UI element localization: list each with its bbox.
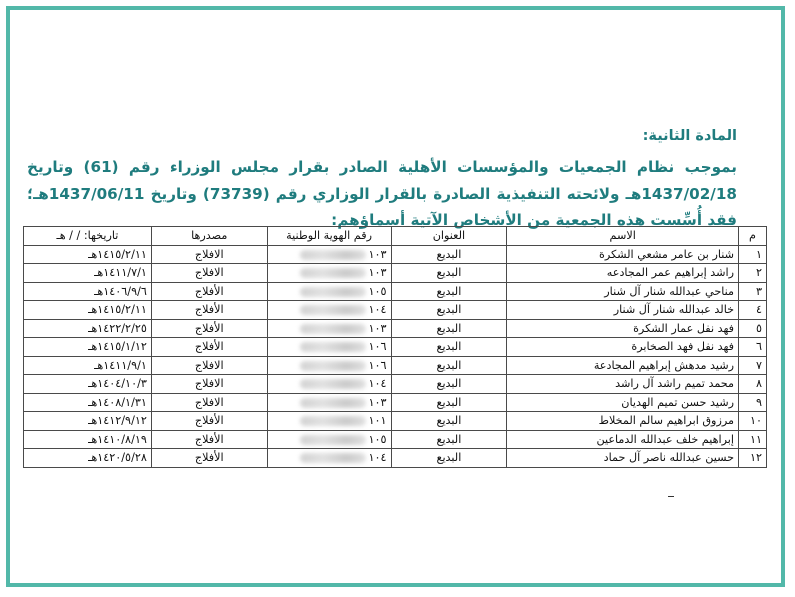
cell-national-id xyxy=(267,338,391,357)
cell-name xyxy=(507,356,739,375)
cell-national-id-text: ١٠٣ xyxy=(368,247,387,261)
cell-source-text: الافلاج xyxy=(194,358,224,372)
cell-name xyxy=(507,412,739,431)
cell-source xyxy=(151,412,267,431)
redacted-id-blur xyxy=(300,416,366,426)
cell-source xyxy=(151,264,267,283)
redacted-id-blur xyxy=(300,287,366,297)
table-row xyxy=(24,301,767,320)
redacted-id-blur xyxy=(300,268,366,278)
cell-date-text: ١٤٢٢/٢/٢٥هـ xyxy=(88,321,147,335)
cell-date xyxy=(24,264,152,283)
cell-name-text: راشد إبراهيم عمر المجادعه xyxy=(606,266,735,280)
table-body xyxy=(24,245,767,467)
cell-address xyxy=(391,245,507,264)
redacted-id-blur xyxy=(300,305,366,315)
cell-name xyxy=(507,264,739,283)
cell-num xyxy=(739,356,767,375)
cell-address xyxy=(391,430,507,449)
article-paragraph: بموجب نظام الجمعيات والمؤسسات الأهلية الصادر بقرار مجلس الوزراء رقم (61) وتاريخ 1437/02/18هـ ولائحته التنفيذية الصادرة بالقرار الوزاري رقم (73739) وتاريخ 1437/06/11هـ؛ فقد أُسِّست هذه الجمعية من الأشخاص الآتية أسماؤهم: xyxy=(27,158,737,229)
cell-source xyxy=(151,375,267,394)
redacted-id-blur xyxy=(300,250,366,260)
table-row xyxy=(24,264,767,283)
cell-date xyxy=(24,301,152,320)
table-row xyxy=(24,282,767,301)
cell-name-text: شنار بن عامر مشعي الشكرة xyxy=(598,247,735,261)
table-row xyxy=(24,430,767,449)
cell-date-text: ١٤٢٠/٥/٢٨هـ xyxy=(88,451,147,465)
redacted-id-blur xyxy=(300,453,366,463)
cell-source-text: الافلاج xyxy=(194,395,224,409)
cell-national-id-text: ١٠٤ xyxy=(368,377,387,391)
cell-num-text: ٩ xyxy=(755,395,762,409)
cell-national-id xyxy=(267,245,391,264)
cell-name-text: خالد عبدالله شنار آل شنار xyxy=(613,303,735,317)
cell-num xyxy=(739,412,767,431)
cell-address-text: البديع xyxy=(436,414,462,428)
cell-source-text: الأفلاج xyxy=(194,303,224,317)
cell-num xyxy=(739,319,767,338)
cell-source-text: الأفلاج xyxy=(194,432,224,446)
cell-address-text: البديع xyxy=(436,284,462,298)
cell-address-text: البديع xyxy=(436,432,462,446)
cell-national-id xyxy=(267,319,391,338)
cell-num xyxy=(739,245,767,264)
cell-source-text: الافلاج xyxy=(194,247,224,261)
cell-num xyxy=(739,338,767,357)
cell-name xyxy=(507,338,739,357)
cell-address-text: البديع xyxy=(436,358,462,372)
header-national-id: رقم الهوية الوطنية xyxy=(267,227,391,246)
cell-national-id-text: ١٠٥ xyxy=(368,432,387,446)
cell-address-text: البديع xyxy=(436,321,462,335)
redacted-id-blur xyxy=(300,379,366,389)
table-row xyxy=(24,449,767,468)
cell-date xyxy=(24,319,152,338)
cell-num-text: ٤ xyxy=(755,303,762,317)
cell-num-text: ٢ xyxy=(755,266,762,280)
cell-address-text: البديع xyxy=(436,377,462,391)
cell-national-id xyxy=(267,393,391,412)
cell-date xyxy=(24,449,152,468)
redacted-id-blur xyxy=(300,435,366,445)
cell-num xyxy=(739,449,767,468)
table-header-row xyxy=(24,227,767,246)
cell-address xyxy=(391,393,507,412)
founders-table xyxy=(23,226,767,468)
cell-national-id xyxy=(267,356,391,375)
table-row xyxy=(24,393,767,412)
cell-name xyxy=(507,375,739,394)
table-row xyxy=(24,245,767,264)
cell-source xyxy=(151,319,267,338)
cell-name xyxy=(507,449,739,468)
cell-source-text: الأفلاج xyxy=(194,414,224,428)
cell-national-id-text: ١٠٤ xyxy=(368,303,387,317)
cell-date-text: ١٤١٥/١/١٢هـ xyxy=(88,340,147,354)
cell-date xyxy=(24,245,152,264)
cell-address xyxy=(391,375,507,394)
header-num: م xyxy=(739,227,767,246)
cell-date-text: ١٤١١/٩/١هـ xyxy=(94,358,147,372)
header-address: العنوان xyxy=(391,227,507,246)
header-date: تاريخها: / / هـ xyxy=(24,227,152,246)
cell-address-text: البديع xyxy=(436,247,462,261)
stray-dash-mark xyxy=(668,496,674,497)
cell-national-id-text: ١٠١ xyxy=(368,414,387,428)
cell-national-id xyxy=(267,301,391,320)
cell-date-text: ١٤٠٦/٩/٦هـ xyxy=(94,284,147,298)
cell-national-id xyxy=(267,282,391,301)
cell-date xyxy=(24,356,152,375)
cell-source xyxy=(151,301,267,320)
cell-address xyxy=(391,338,507,357)
cell-source xyxy=(151,393,267,412)
cell-num xyxy=(739,375,767,394)
cell-date xyxy=(24,375,152,394)
cell-address xyxy=(391,449,507,468)
cell-date-text: ١٤٠٤/١٠/٣هـ xyxy=(88,377,147,391)
cell-name-text: مرزوق ابراهيم سالم المخلاط xyxy=(598,414,735,428)
cell-date-text: ١٤١٠/٨/١٩هـ xyxy=(88,432,147,446)
cell-name xyxy=(507,282,739,301)
cell-source-text: الافلاج xyxy=(194,266,224,280)
cell-national-id-text: ١٠٣ xyxy=(368,321,387,335)
cell-name-text: فهد نفل فهد الصخابرة xyxy=(631,340,735,354)
cell-source xyxy=(151,338,267,357)
cell-date-text: ١٤١٥/٢/١١هـ xyxy=(88,303,147,317)
cell-name-text: رشيد مدهش إبراهيم المجادعة xyxy=(593,358,735,372)
cell-name xyxy=(507,245,739,264)
cell-num-text: ١٢ xyxy=(749,451,762,465)
cell-num-text: ٦ xyxy=(755,340,762,354)
cell-source-text: الافلاج xyxy=(194,377,224,391)
cell-national-id xyxy=(267,412,391,431)
cell-source xyxy=(151,282,267,301)
cell-num-text: ٣ xyxy=(755,284,762,298)
table-row xyxy=(24,412,767,431)
cell-date xyxy=(24,393,152,412)
cell-name xyxy=(507,319,739,338)
cell-address xyxy=(391,412,507,431)
cell-source-text: الأفلاج xyxy=(194,321,224,335)
header-name: الاسم xyxy=(507,227,739,246)
redacted-id-blur xyxy=(300,324,366,334)
cell-name xyxy=(507,430,739,449)
cell-num xyxy=(739,393,767,412)
cell-num-text: ٨ xyxy=(755,377,762,391)
cell-address xyxy=(391,356,507,375)
cell-num xyxy=(739,264,767,283)
cell-date xyxy=(24,282,152,301)
cell-date xyxy=(24,430,152,449)
cell-name xyxy=(507,393,739,412)
cell-name-text: محمد تميم راشد آل راشد xyxy=(615,377,735,391)
cell-national-id-text: ١٠٣ xyxy=(368,395,387,409)
cell-date xyxy=(24,412,152,431)
cell-num xyxy=(739,430,767,449)
cell-national-id-text: ١٠٤ xyxy=(368,451,387,465)
cell-num-text: ١٠ xyxy=(749,414,762,428)
cell-date-text: ١٤١١/٧/١هـ xyxy=(94,266,147,280)
cell-name-text: إبراهيم خلف عبدالله الدماعين xyxy=(596,432,735,446)
cell-date-text: ١٤٠٨/١/٣١هـ xyxy=(88,395,147,409)
table-row xyxy=(24,319,767,338)
header-source: مصدرها xyxy=(151,227,267,246)
cell-num xyxy=(739,301,767,320)
cell-source xyxy=(151,430,267,449)
redacted-id-blur xyxy=(300,398,366,408)
cell-address-text: البديع xyxy=(436,451,462,465)
cell-num-text: ١١ xyxy=(749,432,762,446)
cell-date-text: ١٤١٢/٩/١٢هـ xyxy=(88,414,147,428)
cell-num xyxy=(739,282,767,301)
cell-national-id-text: ١٠٣ xyxy=(368,266,387,280)
article-heading: المادة الثانية: xyxy=(642,128,737,144)
cell-source-text: الأفلاج xyxy=(194,284,224,298)
cell-name-text: رشيد حسن تميم الهديان xyxy=(621,395,735,409)
cell-national-id xyxy=(267,264,391,283)
cell-national-id xyxy=(267,375,391,394)
cell-date-text: ١٤١٥/٢/١١هـ xyxy=(88,247,147,261)
cell-national-id-text: ١٠٦ xyxy=(368,358,387,372)
cell-name-text: مناحي عبدالله شنار آل شنار xyxy=(604,284,735,298)
cell-address-text: البديع xyxy=(436,340,462,354)
cell-national-id xyxy=(267,430,391,449)
cell-name xyxy=(507,301,739,320)
cell-national-id xyxy=(267,449,391,468)
table-row xyxy=(24,338,767,357)
cell-source-text: الأفلاج xyxy=(194,340,224,354)
cell-source xyxy=(151,356,267,375)
cell-num-text: ٥ xyxy=(755,321,762,335)
cell-address xyxy=(391,319,507,338)
cell-source xyxy=(151,449,267,468)
cell-source-text: الأفلاج xyxy=(194,451,224,465)
cell-name-text: حسين عبدالله ناصر آل حماد xyxy=(603,451,735,465)
cell-date xyxy=(24,338,152,357)
table-row xyxy=(24,356,767,375)
cell-address-text: البديع xyxy=(436,303,462,317)
cell-num-text: ٧ xyxy=(755,358,762,372)
cell-address-text: البديع xyxy=(436,266,462,280)
cell-national-id-text: ١٠٥ xyxy=(368,284,387,298)
cell-name-text: فهد نفل عمار الشكرة xyxy=(633,321,735,335)
redacted-id-blur xyxy=(300,361,366,371)
cell-address xyxy=(391,282,507,301)
cell-address xyxy=(391,264,507,283)
table-row xyxy=(24,375,767,394)
cell-source xyxy=(151,245,267,264)
cell-num-text: ١ xyxy=(755,247,762,261)
cell-national-id-text: ١٠٦ xyxy=(368,340,387,354)
cell-address-text: البديع xyxy=(436,395,462,409)
redacted-id-blur xyxy=(300,342,366,352)
cell-address xyxy=(391,301,507,320)
